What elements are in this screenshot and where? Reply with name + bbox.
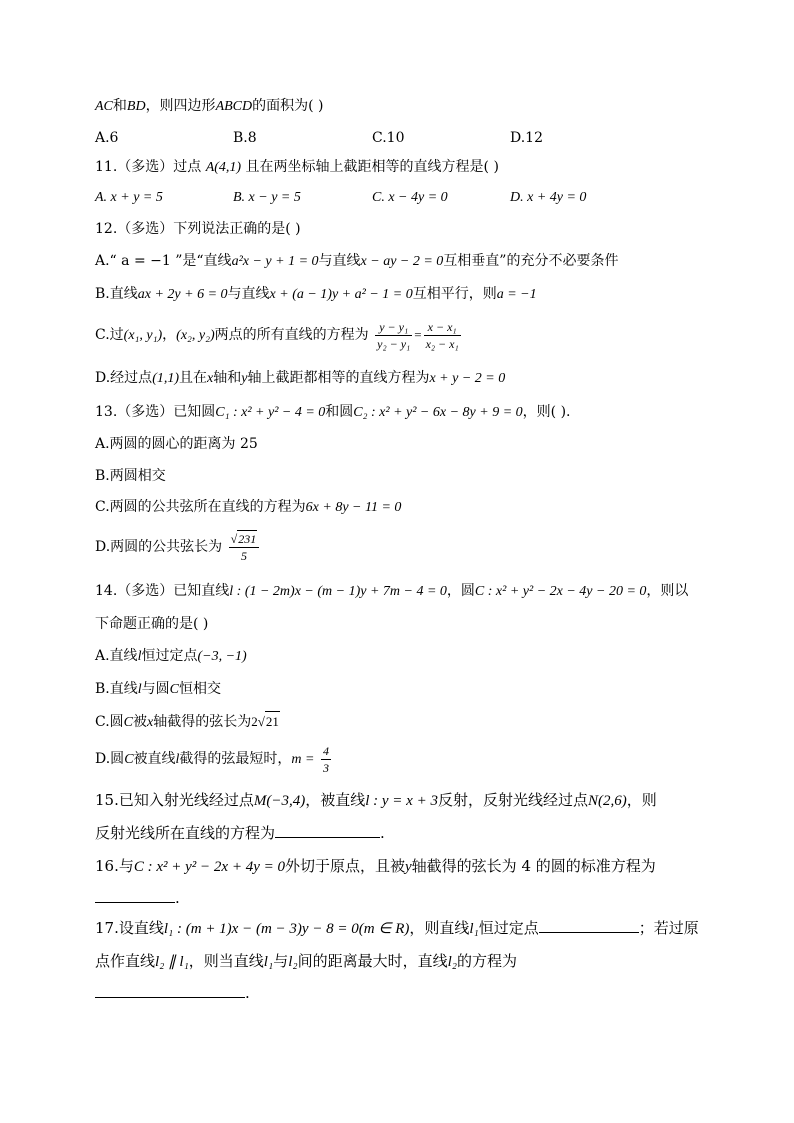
q16-stem: 16.与C : x² + y² − 2x + 4y = 0外切于原点，且被y轴截得的弦长为 4 的圆的标准方程为 xyxy=(95,857,656,875)
q13-option-b: B.两圆相交 xyxy=(95,468,166,484)
answer-blank[interactable] xyxy=(539,918,639,933)
q10-option-d: D.12 xyxy=(510,130,543,146)
q13-option-d: D.两圆的公共弦长为 $\frac{√231}{5}$ xyxy=(95,530,261,564)
q17-stem-line2: 点作直线l₂ ∥ l₁，则当直线l₁与l₂间的距离最大时，直线l₂的方程为 xyxy=(95,952,518,970)
q12-stem: 12.（多选）下列说法正确的是( ) xyxy=(95,221,301,237)
q13-stem: 13.（多选）已知圆C₁ : x² + y² − 4 = 0和圆C₂ : x² + y² − 6x − 8y + 9 = 0，则( ). xyxy=(95,404,571,420)
q12-option-b: B.直线ax + 2y + 6 = 0与直线x + (a − 1)y + a² − 1 = 0互相平行，则a = −1 xyxy=(95,286,537,302)
q10-option-c: C.10 xyxy=(372,130,405,146)
q11-option-c: C. x − 4y = 0 xyxy=(372,190,448,205)
answer-blank[interactable] xyxy=(95,888,175,903)
q13-option-a: A.两圆的圆心的距离为 25 xyxy=(95,436,258,452)
fraction: $\frac{√231}{5}$ xyxy=(229,530,260,564)
answer-blank[interactable] xyxy=(95,983,245,998)
q15-stem-line2: 反射光线所在直线的方程为 . xyxy=(95,824,385,842)
q15-stem: 15.已知入射光线经过点M(−3,4)，被直线l : y = x + 3反射，反射光线经过点N(2,6)，则 xyxy=(95,791,657,809)
q10-stem: AC和BD，则四边形ABCD的面积为( ) xyxy=(95,98,324,114)
q13-option-c: C.两圆的公共弦所在直线的方程为6x + 8y − 11 = 0 xyxy=(95,499,402,515)
q11-option-b: B. x − y = 5 xyxy=(233,190,301,205)
fraction: $\frac{4}{3}$ xyxy=(322,743,329,775)
q10-option-b: B.8 xyxy=(233,130,257,146)
q11-option-d: D. x + 4y = 0 xyxy=(510,190,587,205)
q14-option-d: D.圆C被直线l截得的弦最短时，m = $\frac{4}{3}$ xyxy=(95,743,329,775)
q17-stem: 17.设直线l₁ : (m + 1)x − (m − 3)y − 8 = 0(m ∈ R)，则直线l₁恒过定点 ；若过原 xyxy=(95,919,699,937)
q17-stem-line3: . xyxy=(95,983,250,1003)
q16-stem-line2: . xyxy=(95,888,180,908)
q14-option-c: C.圆C被x轴截得的弦长为2√21 xyxy=(95,711,280,733)
fraction: $\frac{\text{y − y₁}}{\text{y₂ − y₁}}$ xyxy=(377,319,411,351)
q14-stem: 14.（多选）已知直线l : (1 − 2m)x − (m − 1)y + 7m − 4 = 0，圆C : x² + y² − 2x − 4y − 20 = 0，则以 xyxy=(95,583,689,599)
q12-option-d: D.经过点(1,1)且在x轴和y轴上截距都相等的直线方程为x + y − 2 = 0 xyxy=(95,370,506,386)
answer-blank[interactable] xyxy=(275,823,380,838)
q11-option-a: A. x + y = 5 xyxy=(95,190,163,205)
q12-option-c: C.过(x₁, y₁)，(x₂, y₂)两点的所有直线的方程为 $\frac{\text{y − y₁}}{\text{y₂ − y₁}}$ = $\frac{\text{x − x₁}}{\text{x₂ − x₁}}$ xyxy=(95,319,459,351)
fraction: $\frac{\text{x − x₁}}{\text{x₂ − x₁}}$ xyxy=(425,319,459,351)
q10-option-a: A.6 xyxy=(95,130,119,146)
q14-stem-line2: 下命题正确的是( ) xyxy=(95,616,209,632)
q11-stem: 11.（多选）过点 A(4,1) 且在两坐标轴上截距相等的直线方程是( ) xyxy=(95,159,499,175)
q12-option-a: A.“ a = −1 ”是“直线a²x − y + 1 = 0与直线x − ay − 2 = 0互相垂直”的充分不必要条件 xyxy=(95,253,619,269)
q14-option-a: A.直线l恒过定点(−3, −1) xyxy=(95,648,247,664)
q14-option-b: B.直线l与圆C恒相交 xyxy=(95,681,221,697)
